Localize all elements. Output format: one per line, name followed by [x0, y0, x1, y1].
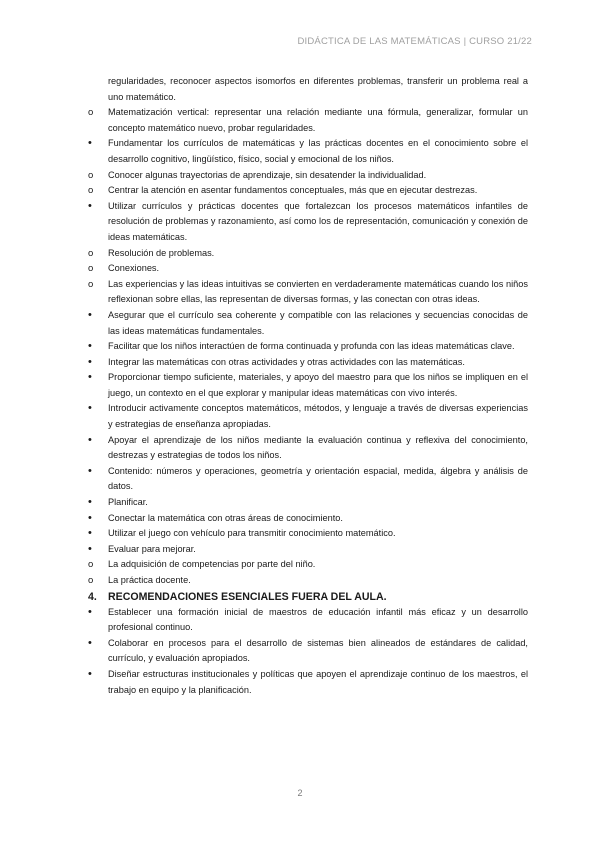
bullet-icon	[88, 636, 102, 652]
list-item-text: Planificar.	[108, 497, 148, 508]
circle-bullet-icon	[88, 277, 102, 293]
list-item-text: Integrar las matemáticas con otras actividades y otras actividades con las matemáticas.	[108, 356, 465, 367]
list-item	[88, 573, 528, 589]
list-item-text: Las experiencias y las ideas intuitivas se convierten en verdaderamente matemáticas cuando los niños reflexionan sobre ellas, las representan de diversas formas, y las conectan con otras ideas.	[108, 278, 528, 305]
list-item	[88, 526, 528, 542]
bullet-icon	[88, 605, 102, 621]
list-item-text: Utilizar currículos y prácticas docentes que fortalezcan los procesos matemáticos infantiles de resolución de problemas y razonamiento, así como los de representación, comunicación y conexión de ideas matemáticas.	[108, 200, 528, 242]
list-item-text: Proporcionar tiempo suficiente, materiales, y apoyo del maestro para que los niños se impliquen en el juego, un contexto en el que explorar y manipular ideas matemáticas con vivo interés.	[108, 372, 528, 398]
bullet-icon	[88, 667, 102, 683]
list-item-text: Conocer algunas trayectorias de aprendizaje, sin desatender la individualidad.	[108, 169, 427, 180]
list-item-text: Conectar la matemática con otras áreas de conocimiento.	[108, 512, 343, 523]
section-title: RECOMENDACIONES ESENCIALES FUERA DEL AULA.	[108, 590, 387, 603]
list-item-text: Matematización vertical: representar una relación mediante una fórmula, generalizar, formular un concepto matemático nuevo, probar regularidades.	[108, 107, 528, 133]
list-item	[88, 246, 528, 262]
bullet-icon	[88, 308, 102, 324]
list-item	[88, 199, 528, 246]
list-item-text: Facilitar que los niños interactúen de forma continuada y profunda con las ideas matemáticas clave.	[108, 341, 515, 352]
circle-bullet-icon	[88, 573, 102, 589]
list-item	[88, 605, 528, 636]
list-item	[88, 355, 528, 371]
bullet-icon	[88, 433, 102, 449]
circle-bullet-icon	[88, 557, 102, 573]
list-item	[88, 136, 528, 167]
bullet-icon	[88, 464, 102, 480]
list-item-text: Diseñar estructuras institucionales y políticas que apoyen el aprendizaje continuo de los maestros, el trabajo en equipo y la planificación.	[108, 668, 528, 695]
list-item-text: Conexiones.	[108, 263, 160, 274]
list-item-text: La práctica docente.	[108, 575, 191, 585]
list-item-text: Establecer una formación inicial de maestros de educación infantil más eficaz y un desarrollo profesional continuo.	[108, 606, 528, 633]
list-item-text: Introducir activamente conceptos matemáticos, métodos, y lenguaje a través de diversas experiencias y estrategias de enseñanza apropiadas.	[108, 403, 528, 430]
list-item	[88, 105, 528, 136]
section-heading	[88, 589, 528, 605]
section-list-items	[88, 605, 528, 699]
page-header: DIDÁCTICA DE LAS MATEMÁTICAS | CURSO 21/22	[297, 36, 532, 47]
section-number: 4.	[88, 590, 97, 603]
bullet-icon	[88, 136, 102, 152]
list-item	[88, 339, 528, 355]
list-item-text: Centrar la atención en asentar fundamentos conceptuales, más que en ejecutar destrezas.	[108, 185, 478, 196]
list-item	[88, 495, 528, 511]
bullet-icon	[88, 511, 102, 527]
list-item-text: Contenido: números y operaciones, geometría y orientación espacial, medida, álgebra y análisis de datos.	[108, 465, 528, 492]
list-item	[88, 636, 528, 667]
list-item	[88, 308, 528, 339]
list-item	[88, 168, 528, 184]
list-item	[88, 542, 528, 558]
list-item	[88, 277, 528, 308]
list-item-text: La adquisición de competencias por parte del niño.	[108, 559, 316, 570]
list-item-text: Asegurar que el currículo sea coherente y compatible con las relaciones y secuencias conocidas de las ideas matemáticas fundamentales.	[108, 309, 528, 336]
continuation-text: regularidades, reconocer aspectos isomorfos en diferentes problemas, transferir un problema real a uno matemático.	[108, 76, 528, 102]
list-item	[88, 261, 528, 277]
list-item	[88, 667, 528, 698]
list-item-text: Resolución de problemas.	[108, 247, 215, 258]
bullet-icon	[88, 339, 102, 355]
circle-bullet-icon	[88, 261, 102, 277]
list-item	[88, 464, 528, 495]
list-item	[88, 183, 528, 199]
list-item-text: Evaluar para mejorar.	[108, 543, 196, 554]
list-item-text: Colaborar en procesos para el desarrollo de sistemas bien alineados de estándares de calidad, currículo, y evaluación apropiados.	[108, 637, 528, 664]
bullet-icon	[88, 370, 102, 386]
list-item	[88, 401, 528, 432]
bullet-icon	[88, 542, 102, 558]
list-item-text: Utilizar el juego con vehículo para transmitir conocimiento matemático.	[108, 528, 396, 539]
document-body	[88, 74, 528, 698]
circle-bullet-icon	[88, 246, 102, 262]
list-item-text: Fundamentar los currículos de matemáticas y las prácticas docentes en el conocimiento sobre el desarrollo cognitivo, lingüístico, físico, social y emocional de los niños.	[108, 138, 528, 164]
list-item	[88, 557, 528, 573]
list-item-text: Apoyar el aprendizaje de los niños mediante la evaluación continua y reflexiva del conocimiento, destrezas y estrategias de todos los niños.	[108, 434, 528, 461]
list-item	[88, 370, 528, 401]
page-number: 2	[297, 788, 303, 798]
bullet-icon	[88, 199, 102, 215]
list-items	[88, 105, 528, 588]
list-item	[88, 433, 528, 464]
bullet-icon	[88, 355, 102, 371]
list-item	[88, 511, 528, 527]
circle-bullet-icon	[88, 183, 102, 199]
circle-bullet-icon	[88, 105, 102, 121]
bullet-icon	[88, 526, 102, 542]
circle-bullet-icon	[88, 168, 102, 184]
bullet-icon	[88, 495, 102, 511]
bullet-icon	[88, 401, 102, 417]
